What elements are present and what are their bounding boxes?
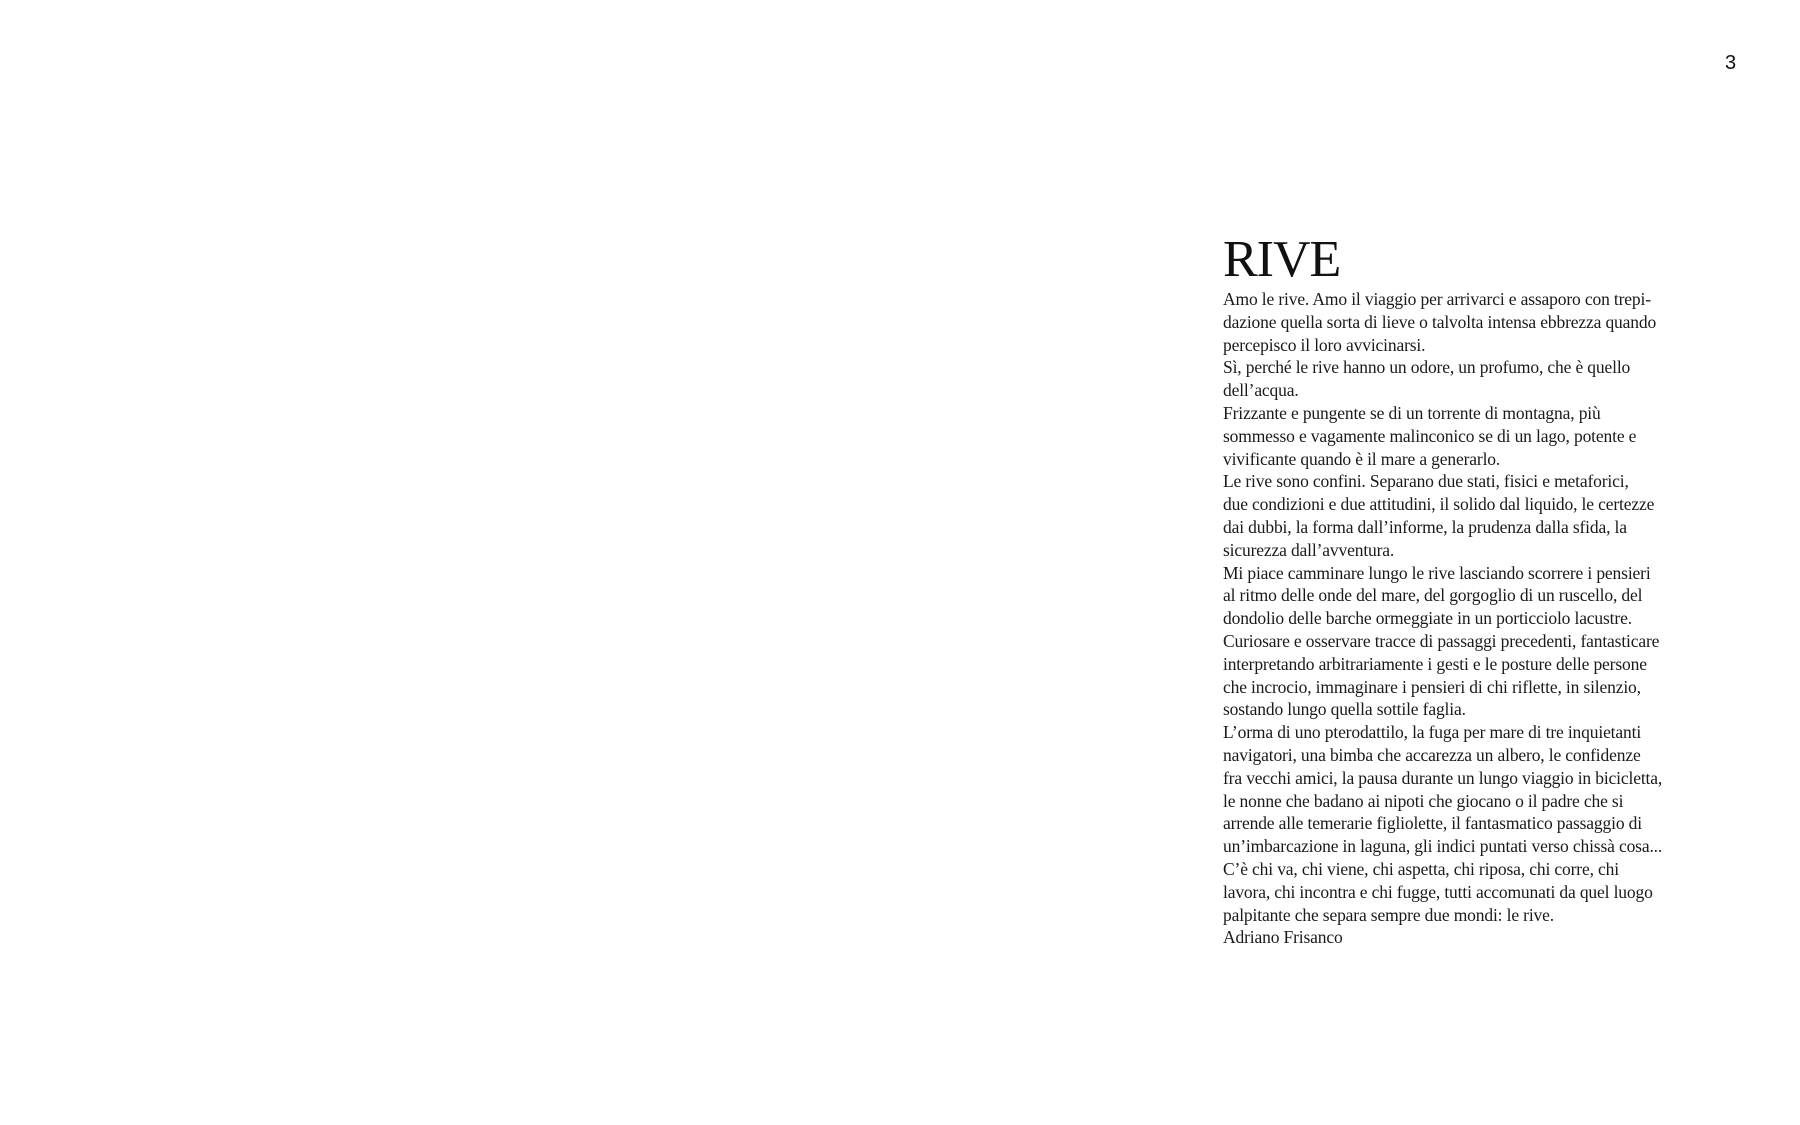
body-line: palpitante che separa sempre due mondi: le rive. (1223, 904, 1554, 925)
body-line: sommesso e vagamente malinconico se di un lago, potente e (1223, 425, 1637, 446)
article (1223, 232, 1713, 949)
body-line: percepisco il loro avvicinarsi. (1223, 334, 1426, 355)
body-line: al ritmo delle onde del mare, del gorgoglio di un ruscello, del (1223, 585, 1643, 606)
body-line: dazione quella sorta di lieve o talvolta intensa ebbrezza quando (1223, 311, 1657, 332)
body-line: L’orma di uno pterodattilo, la fuga per mare di tre inquietanti (1223, 722, 1642, 743)
article-title: RIVE (1223, 231, 1341, 288)
body-line: arrende alle temerarie figliolette, il fantasmatico passaggio di (1223, 813, 1642, 834)
body-line: due condizioni e due attitudini, il solido dal liquido, le certezze (1223, 494, 1655, 515)
body-line: dai dubbi, la forma dall’informe, la prudenza dalla sfida, la (1223, 516, 1627, 537)
body-line: fra vecchi amici, la pausa durante un lungo viaggio in bicicletta, (1223, 767, 1663, 788)
body-line: vivificante quando è il mare a generarlo. (1223, 448, 1501, 469)
body-line: un’imbarcazione in laguna, gli indici puntati verso chissà cosa... (1223, 836, 1663, 857)
body-line: C’è chi va, chi viene, chi aspetta, chi riposa, chi corre, chi (1223, 858, 1619, 879)
page-number: 3 (1725, 52, 1737, 74)
body-line: Curiosare e osservare tracce di passaggi precedenti, fantasticare (1223, 630, 1660, 651)
body-line: Mi piace camminare lungo le rive lasciando scorrere i pensieri (1223, 562, 1651, 583)
body-line: Sì, perché le rive hanno un odore, un profumo, che è quello (1223, 357, 1631, 378)
article-body (1223, 288, 1713, 949)
body-line: dondolio delle barche ormeggiate in un porticciolo lacustre. (1223, 608, 1632, 629)
body-line: navigatori, una bimba che accarezza un albero, le confidenze (1223, 744, 1641, 765)
body-line: interpretando arbitrariamente i gesti e le posture delle persone (1223, 653, 1647, 674)
body-line: Le rive sono confini. Separano due stati, fisici e metaforici, (1223, 471, 1629, 492)
body-line: dell’acqua. (1223, 380, 1299, 401)
author-signature: Adriano Frisanco (1223, 927, 1343, 948)
body-line: che incrocio, immaginare i pensieri di chi riflette, in silenzio, (1223, 676, 1641, 697)
body-line: Frizzante e pungente se di un torrente di montagna, più (1223, 402, 1601, 423)
body-line: Amo le rive. Amo il viaggio per arrivarci e assaporo con trepi- (1223, 289, 1651, 309)
body-line: le nonne che badano ai nipoti che giocano o il padre che si (1223, 790, 1624, 811)
body-line: sostando lungo quella sottile faglia. (1223, 699, 1466, 720)
body-line: sicurezza dall’avventura. (1223, 539, 1395, 560)
body-line: lavora, chi incontra e chi fugge, tutti accomunati da quel luogo (1223, 881, 1653, 902)
